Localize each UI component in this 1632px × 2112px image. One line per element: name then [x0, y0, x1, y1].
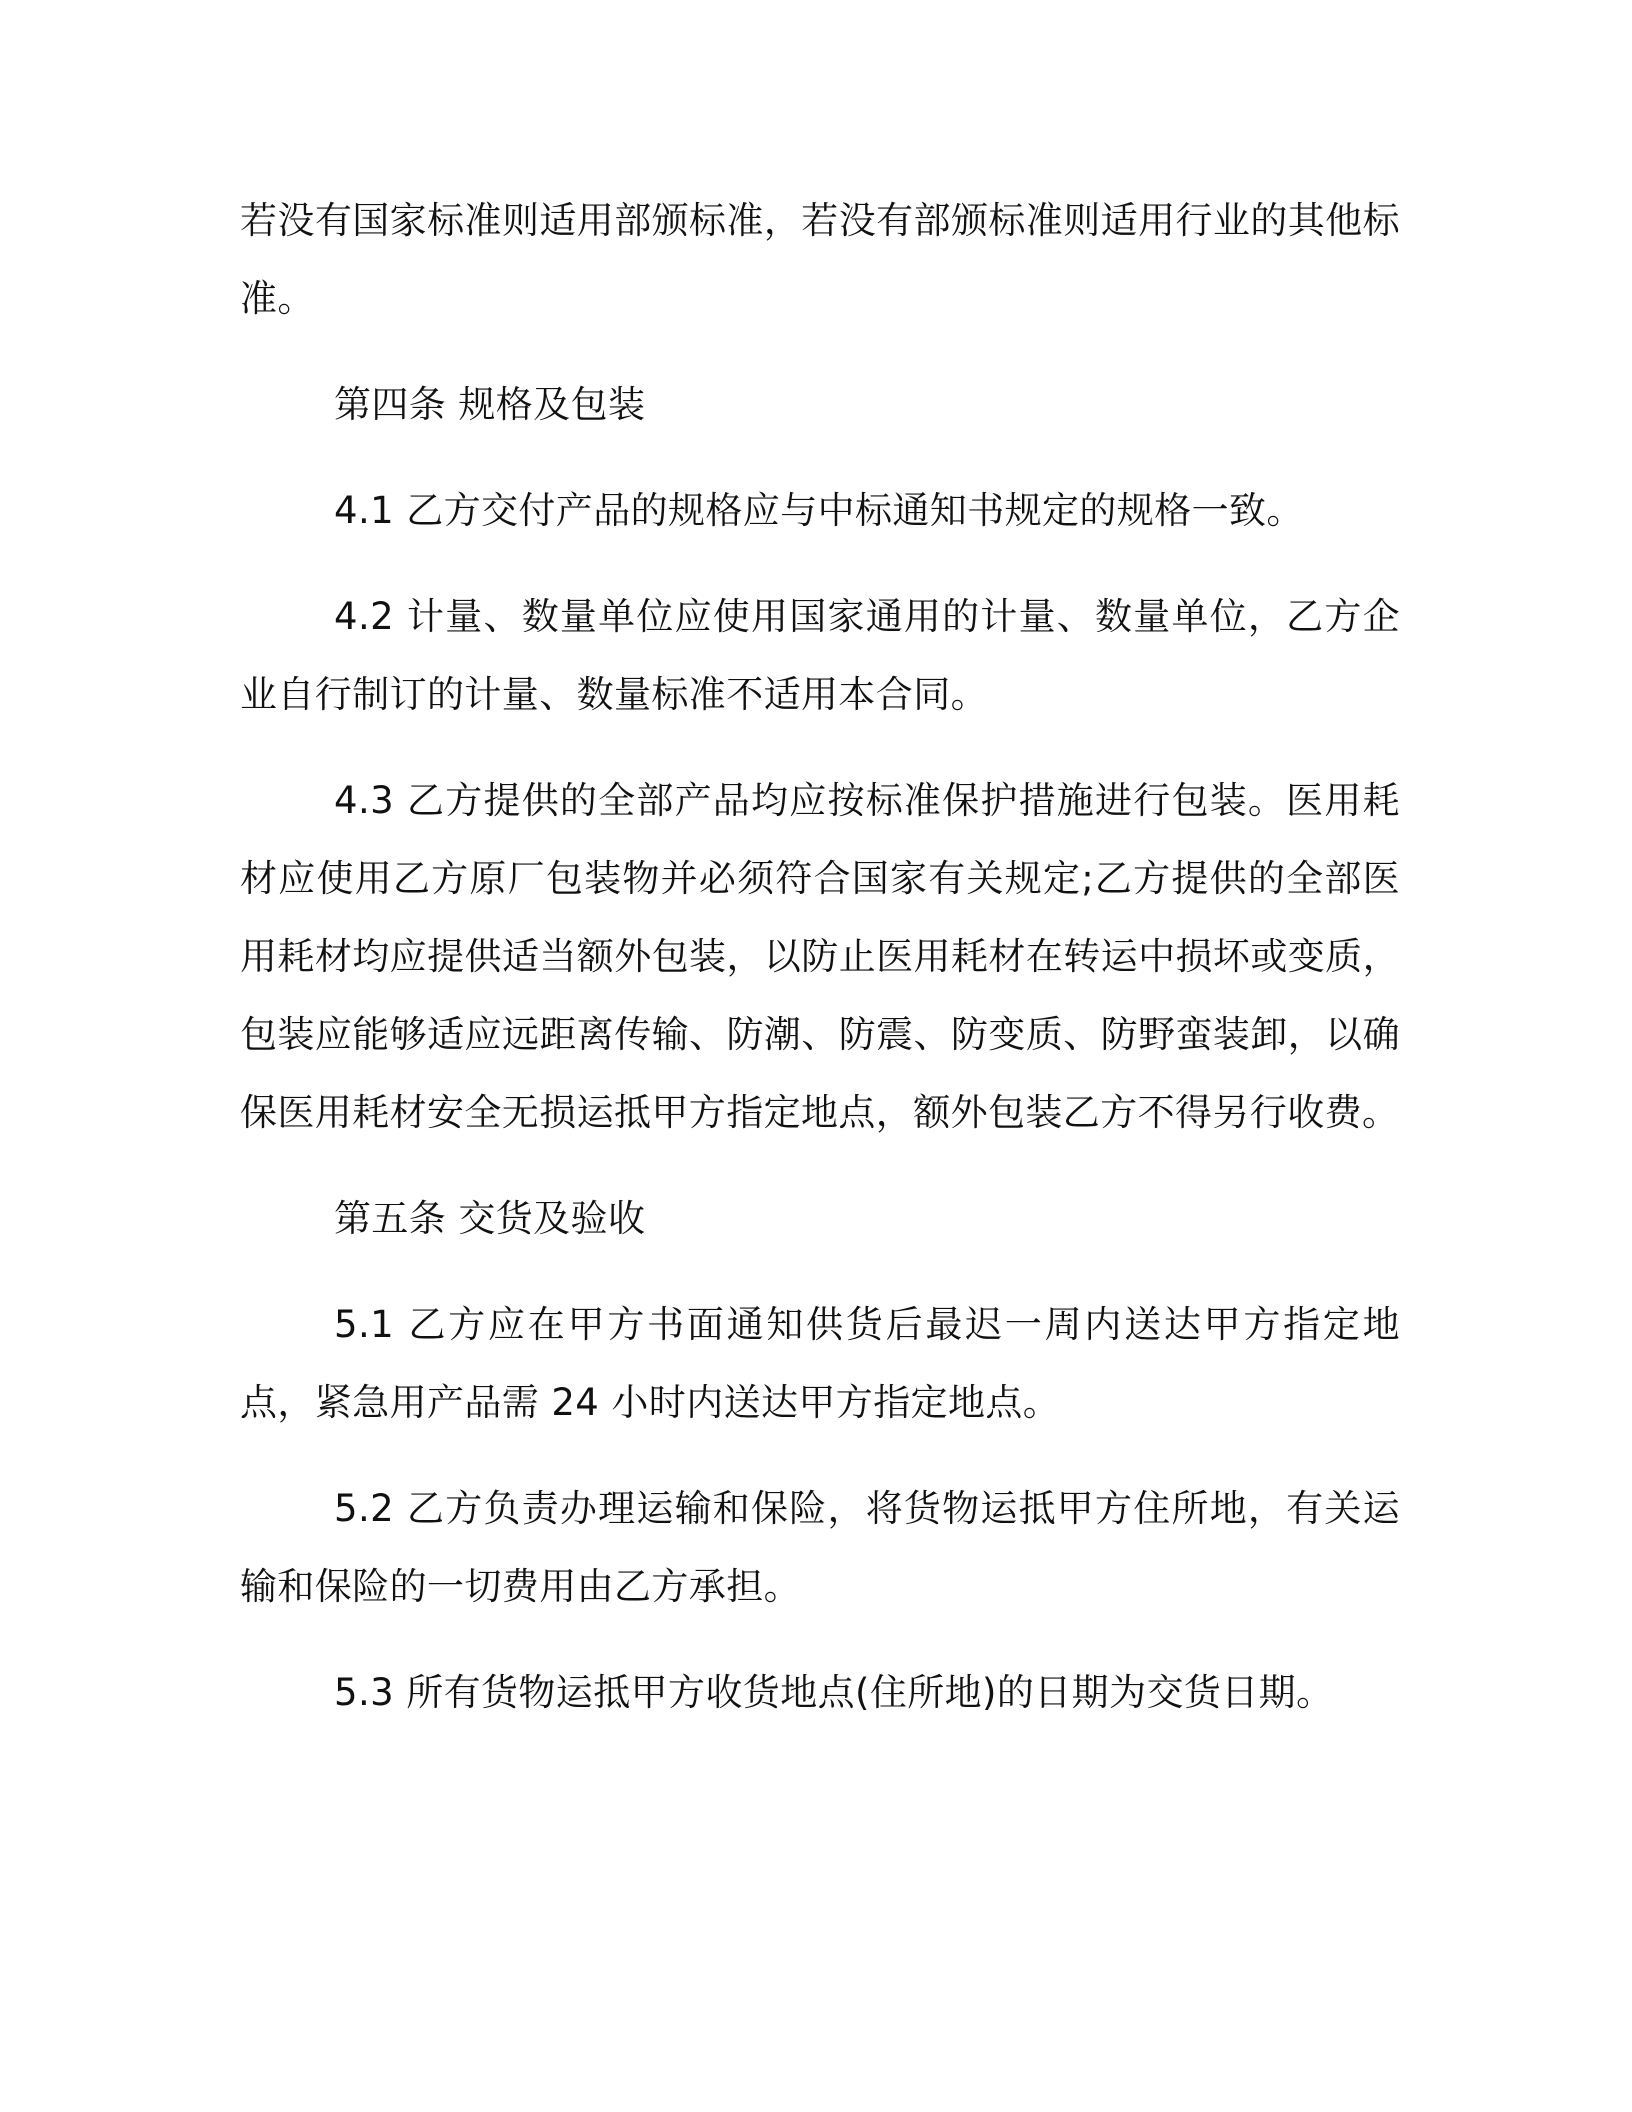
clause-5-1: 5.1 乙方应在甲方书面通知供货后最迟一周内送达甲方指定地点，紧急用产品需 24 小时内送达甲方指定地点。: [240, 1303, 1400, 1424]
paragraph-standards-continuation: 若没有国家标准则适用部颁标准，若没有部颁标准则适用行业的其他标准。: [240, 199, 1400, 320]
clause-4-2: 4.2 计量、数量单位应使用国家通用的计量、数量单位，乙方企业自行制订的计量、数量标准不适用本合同。: [240, 595, 1400, 716]
clause-4-1: 4.1 乙方交付产品的规格应与中标通知书规定的规格一致。: [334, 489, 1304, 532]
clause-4-3: 4.3 乙方提供的全部产品均应按标准保护措施进行包装。医用耗材应使用乙方原厂包装物并必须符合国家有关规定;乙方提供的全部医用耗材均应提供适当额外包装，以防止医用耗材在转运中损坏或变质，包装应能够适应远距离传输、防潮、防震、防变质、防野蛮装卸，以确保医用耗材安全无损运抵甲方指定地点，额外包装乙方不得另行收费。: [240, 779, 1400, 1134]
section-heading-article-4: 第四条 规格及包装: [334, 383, 646, 426]
section-heading-article-5: 第五条 交货及验收: [334, 1197, 646, 1240]
clause-5-3: 5.3 所有货物运抵甲方收货地点(住所地)的日期为交货日期。: [334, 1671, 1334, 1714]
clause-5-2: 5.2 乙方负责办理运输和保险，将货物运抵甲方住所地，有关运输和保险的一切费用由乙方承担。: [240, 1487, 1400, 1608]
document-body: [240, 182, 1400, 1732]
